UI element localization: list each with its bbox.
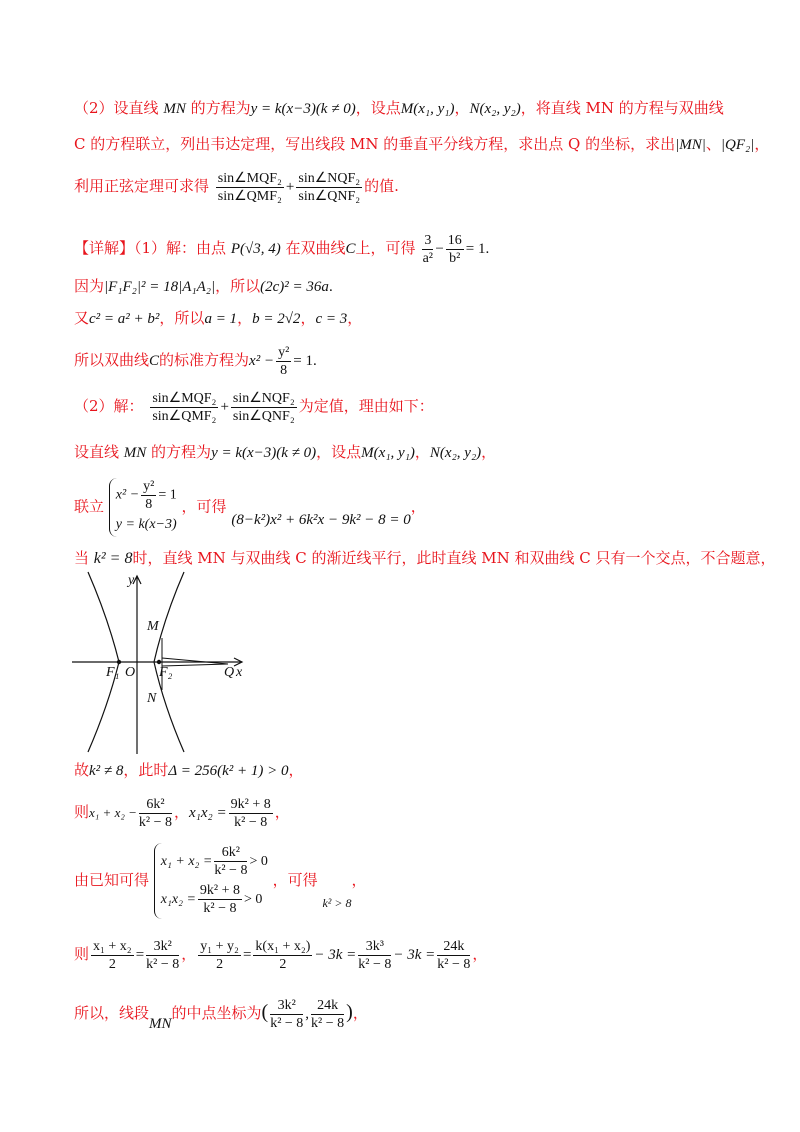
text: 时，直线 MN 与双曲线 C 的渐近线平行，此时直线 MN 和双曲线 C 只有一个交点，不合题意，: [132, 549, 776, 567]
text: ，: [410, 497, 426, 516]
point-n: N(x₂, y₂): [429, 445, 482, 461]
term: − 3k =: [314, 947, 357, 963]
equation: (2c)² = 36a: [260, 279, 329, 295]
text: ，: [347, 309, 363, 327]
numerator: 3k²: [270, 997, 303, 1015]
text: ，可得: [272, 871, 318, 889]
numerator: y₁ + y₂: [200, 938, 239, 954]
term: − 3k =: [393, 947, 436, 963]
denominator: 2: [108, 956, 116, 972]
discriminant: Δ = 256(k² + 1) > 0: [168, 763, 289, 779]
term: x² −: [115, 487, 140, 503]
text: ，将直线 MN 的方程与双曲线: [520, 99, 724, 117]
hyperbola-graph: [70, 568, 260, 758]
denominator: k² − 8: [138, 814, 172, 830]
numerator: sin∠MQF₂: [217, 170, 282, 186]
text: 所以双曲线: [74, 351, 150, 369]
point-m: M(x₁, y₁): [361, 445, 415, 461]
numerator: 3k³: [358, 938, 391, 956]
numerator: sin∠NQF₂: [298, 170, 361, 186]
product-term: x₁x₂ =: [189, 805, 227, 821]
line-equation: y = k(x−3)(k ≠ 0): [250, 101, 356, 117]
detail-line-13: [74, 990, 368, 1036]
equation: x² −: [249, 353, 275, 369]
value-a: a = 1: [204, 311, 238, 327]
fraction: [422, 232, 433, 267]
label-o: O: [125, 665, 136, 680]
numerator: 9k² + 8: [230, 796, 271, 812]
denominator: b²: [449, 250, 461, 266]
text: 则: [74, 945, 90, 963]
text: ，: [414, 443, 430, 461]
text: 设直线: [74, 443, 124, 461]
equation-system: [154, 843, 268, 919]
abs-qf2: |QF₂|: [720, 137, 755, 153]
fraction: [270, 997, 303, 1032]
text: ，可得: [181, 497, 227, 516]
detail-line-5: [74, 386, 434, 427]
denominator: sin∠QMF₂: [152, 408, 217, 424]
plus: +: [220, 399, 229, 415]
text: ，: [454, 99, 470, 117]
text: 因为: [74, 277, 105, 295]
minus: −: [435, 241, 444, 257]
numerator: sin∠MQF₂: [152, 390, 217, 406]
equals: = 1: [465, 241, 486, 257]
k-condition: k² ≠ 8: [89, 763, 124, 779]
text: 的中点坐标为: [171, 1004, 262, 1022]
text: 的值.: [364, 177, 399, 195]
denominator: 2: [216, 956, 224, 972]
text: 利用正弦定理可求得: [74, 177, 210, 195]
numerator: y²: [278, 344, 290, 360]
text: ，: [352, 1004, 368, 1022]
text: ，设点: [316, 443, 362, 461]
system-row-2: [161, 881, 268, 919]
numerator: y²: [143, 479, 155, 494]
text: 的方程为: [185, 99, 251, 117]
text: 又: [74, 309, 90, 327]
label-y: y: [128, 573, 135, 588]
text: ，: [173, 803, 189, 821]
label-f2: F₂: [159, 665, 173, 680]
denominator: 8: [145, 497, 153, 512]
fraction: [311, 997, 344, 1032]
detail-line-8: [74, 548, 776, 569]
detail-line-4: [74, 340, 317, 381]
detail-line-9: [74, 760, 303, 781]
abs-mn: |MN|: [675, 137, 706, 153]
text: ，所以: [159, 309, 205, 327]
denominator: k² − 8: [311, 1015, 345, 1031]
numerator: 16: [447, 232, 462, 248]
equation: c² = a² + b²: [89, 311, 160, 327]
detail-line-10: [74, 792, 290, 833]
term: x₁ + x₂ =: [160, 854, 213, 869]
fraction: [358, 938, 391, 973]
point-f2: [157, 660, 161, 664]
label-f1: F₁: [106, 665, 120, 680]
text: 所以，线段: [74, 1004, 150, 1022]
right-paren: ): [346, 1001, 353, 1023]
equation: |F₁F₂|² = 18|A₁A₂|: [104, 279, 216, 295]
text: ，: [288, 761, 304, 779]
text: ，所以: [215, 277, 261, 295]
part-label: （2）: [74, 99, 114, 117]
hint-line-2: [74, 134, 769, 155]
text: ，: [351, 871, 367, 889]
text: 设直线: [113, 99, 164, 117]
point-p: P(√3, 4): [230, 241, 281, 257]
equation-system: [109, 478, 177, 537]
text: 、: [705, 135, 721, 153]
text: ，: [274, 803, 290, 821]
text: 当: [74, 549, 94, 567]
text: 在双曲线: [280, 239, 346, 257]
denominator: k² − 8: [146, 956, 180, 972]
fraction: [253, 938, 312, 973]
line-name: MN: [123, 445, 147, 461]
text: ，: [237, 309, 253, 327]
fraction-b: [296, 170, 362, 205]
text: ，: [481, 443, 497, 461]
numerator: 24k: [311, 997, 344, 1015]
text: 上，可得: [355, 239, 416, 257]
denominator: a²: [422, 250, 434, 266]
fraction-a: [216, 170, 284, 205]
text: ，: [181, 945, 197, 963]
text: 联立: [74, 497, 105, 516]
left-paren: (: [261, 1001, 269, 1023]
plus: +: [285, 179, 295, 195]
line-equation: y = k(x−3)(k ≠ 0): [211, 445, 317, 461]
equals: = 1: [293, 353, 313, 369]
detail-line-1: [74, 228, 489, 269]
denominator: 2: [279, 956, 287, 972]
numerator: k(x₁ + x₂): [255, 938, 311, 954]
comma: ,: [305, 1006, 310, 1022]
numerator: 24k: [437, 938, 470, 956]
quadratic-equation: (8−k²)x² + 6k²x − 9k² − 8 = 0: [231, 511, 411, 528]
equals: =: [242, 947, 252, 963]
term: x₁x₂ =: [160, 892, 196, 907]
text: ，此时: [123, 761, 169, 779]
fraction-b: [231, 390, 297, 425]
detail-line-6: [74, 442, 496, 463]
detail-line-2: [74, 276, 333, 297]
text: ，: [754, 135, 770, 153]
inequality: > 0: [244, 892, 263, 907]
fraction: [276, 344, 291, 379]
system-row-1: [161, 843, 268, 881]
fraction: [139, 796, 172, 831]
text: .: [485, 241, 490, 257]
line-name: MN: [149, 1016, 172, 1032]
detail-line-3: [74, 308, 362, 329]
text: .: [328, 279, 333, 295]
fraction: [437, 938, 470, 973]
text: （2）解：: [74, 397, 144, 415]
denominator: 8: [280, 362, 288, 378]
fraction: [198, 882, 242, 917]
denominator: k² − 8: [214, 863, 248, 879]
equals: = 1: [158, 487, 177, 503]
detail-line-12: [74, 932, 487, 977]
denominator: k² − 8: [234, 814, 268, 830]
numerator: 6k²: [214, 844, 247, 862]
numerator: 3k²: [146, 938, 179, 956]
label-m: M: [147, 619, 159, 634]
text: ，: [300, 309, 316, 327]
denominator: k² − 8: [203, 901, 237, 917]
k-result: k² > 8: [322, 896, 352, 910]
text: （1）解：由点: [134, 239, 231, 257]
label-n: N: [147, 691, 157, 706]
text: ，设点: [355, 99, 401, 117]
detail-line-7: [74, 478, 426, 537]
system-row-1: [116, 478, 177, 513]
text: 由已知可得: [74, 871, 150, 889]
value-b: b = 2√2: [252, 311, 301, 327]
text: 故: [74, 761, 90, 779]
value-c: c = 3: [315, 311, 348, 327]
text: 为定值，理由如下：: [298, 397, 434, 415]
point-m: M(x₁, y₁): [400, 101, 455, 117]
fraction: [214, 844, 247, 879]
denominator: sin∠QMF₂: [217, 188, 282, 204]
fraction: [198, 938, 241, 973]
denominator: k² − 8: [270, 1015, 304, 1031]
denominator: sin∠QNF₂: [232, 408, 295, 424]
text: C 的方程联立，列出韦达定理，写出线段 MN 的垂直平分线方程，求出点 Q 的坐标，求出: [74, 135, 676, 153]
detail-line-11: [74, 840, 366, 921]
curve-c: C: [345, 241, 356, 257]
fraction: [141, 478, 156, 513]
text: 则: [74, 803, 90, 821]
text: .: [313, 353, 317, 369]
hint-line-3: [74, 166, 399, 207]
numerator: 9k² + 8: [199, 883, 240, 899]
fraction: [446, 232, 464, 267]
detail-tag: 【详解】: [74, 239, 135, 257]
system-row-2: y = k(x−3): [115, 517, 177, 532]
fraction: [91, 938, 134, 973]
hint-line-1: [74, 98, 724, 119]
curve-c: C: [149, 353, 160, 369]
text: 的标准方程为: [159, 351, 250, 369]
numerator: 3: [424, 232, 432, 248]
label-x: x: [236, 665, 243, 680]
fraction-a: [150, 390, 218, 425]
denominator: k² − 8: [358, 956, 392, 972]
inequality: > 0: [249, 854, 268, 869]
numerator: sin∠NQF₂: [232, 390, 295, 406]
fraction: [146, 938, 179, 973]
point-f1: [117, 660, 121, 664]
point-n: N(x₂, y₂): [469, 101, 521, 117]
fraction: [229, 796, 273, 831]
label-q: Q: [224, 665, 235, 680]
sum-term: x₁ + x₂ −: [89, 805, 137, 820]
line-name: MN: [163, 101, 186, 117]
denominator: sin∠QNF₂: [298, 188, 361, 204]
numerator: 6k²: [139, 796, 172, 814]
numerator: x₁ + x₂: [93, 938, 132, 954]
text: 的方程为: [146, 443, 212, 461]
denominator: k² − 8: [437, 956, 471, 972]
equals: =: [135, 947, 145, 963]
text: ，: [472, 945, 488, 963]
k-squared-eq: k² = 8: [93, 550, 133, 567]
